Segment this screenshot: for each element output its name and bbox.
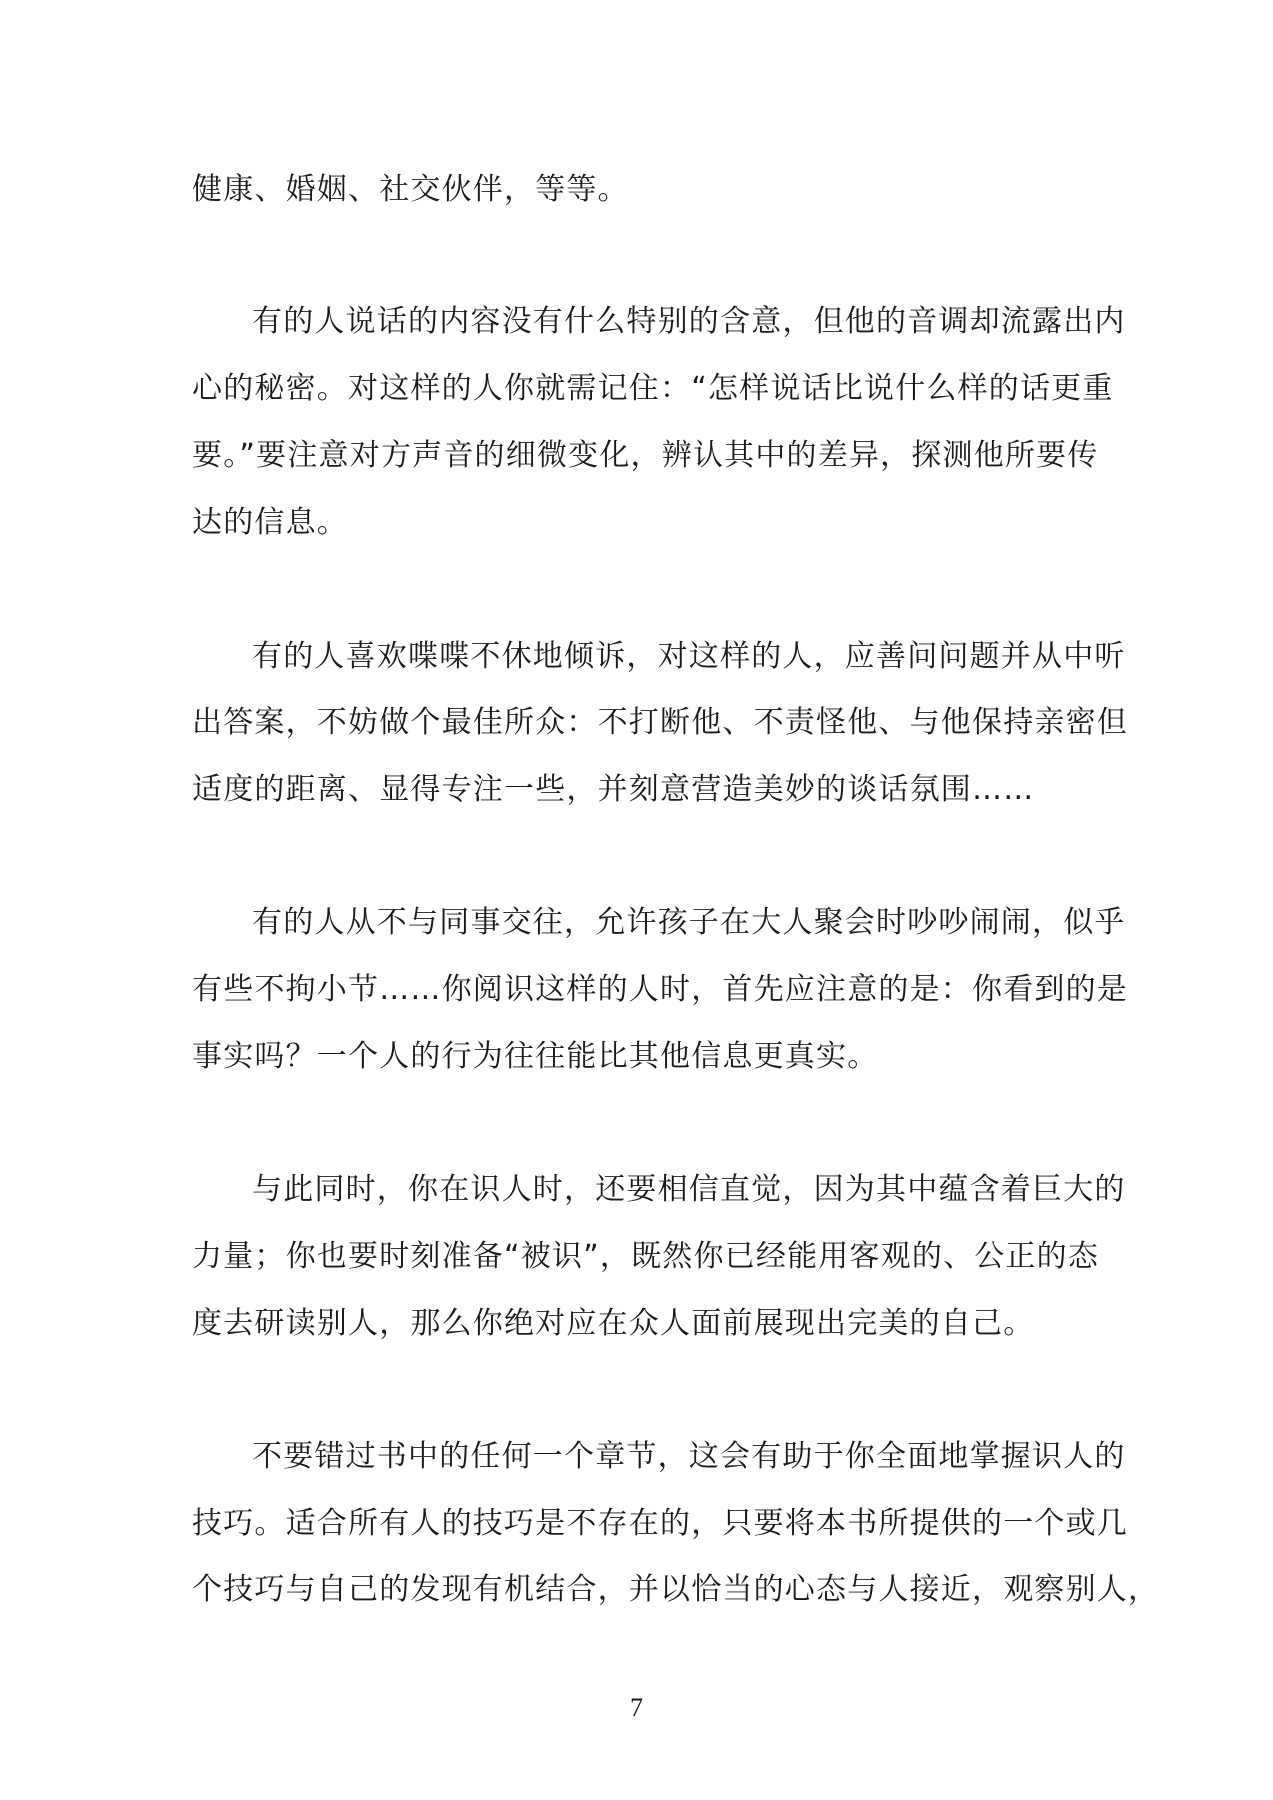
text-line: 力量；你也要时刻准备“被识”，既然你已经能用客观的、公正的态 [192,1239,1100,1274]
text-line: 达的信息。 [192,505,348,540]
text-line: 不要错过书中的任何一个章节，这会有助于你全面地掌握识人的 [252,1439,1126,1474]
text-line: 与此同时，你在识人时，还要相信直觉，因为其中蕴含着巨大的 [252,1172,1126,1207]
text-line: 健康、婚姻、社交伙伴，等等。 [192,172,629,207]
text-line: 心的秘密。对这样的人你就需记住：“怎样说话比说什么样的话更重 [192,371,1114,406]
text-line: 有的人喜欢喋喋不休地倾诉，对这样的人，应善问问题并从中听 [252,639,1126,674]
text-line: 适度的距离、显得专注一些，并刻意营造美妙的谈话氛围…… [192,772,1035,807]
text-line: 有些不拘小节……你阅识这样的人时，首先应注意的是：你看到的是 [192,972,1128,1007]
page-number: 7 [630,1693,643,1722]
text-line: 个技巧与自己的发现有机结合，并以恰当的心态与人接近，观察别人， [192,1572,1160,1607]
text-line: 有的人说话的内容没有什么特别的含意，但他的音调却流露出内 [252,304,1126,339]
text-line: 技巧。适合所有人的技巧是不存在的，只要将本书所提供的一个或几 [192,1506,1128,1541]
text-line: 事实吗？一个人的行为往往能比其他信息更真实。 [192,1039,879,1074]
text-line: 要。”要注意对方声音的细微变化，辨认其中的差异，探测他所要传 [192,438,1099,473]
text-line: 有的人从不与同事交往，允许孩子在大人聚会时吵吵闹闹，似乎 [252,905,1126,940]
text-line: 度去研读别人，那么你绝对应在众人面前展现出完美的自己。 [192,1306,1035,1341]
text-line: 出答案，不妨做个最佳所众：不打断他、不责怪他、与他保持亲密但 [192,705,1128,740]
